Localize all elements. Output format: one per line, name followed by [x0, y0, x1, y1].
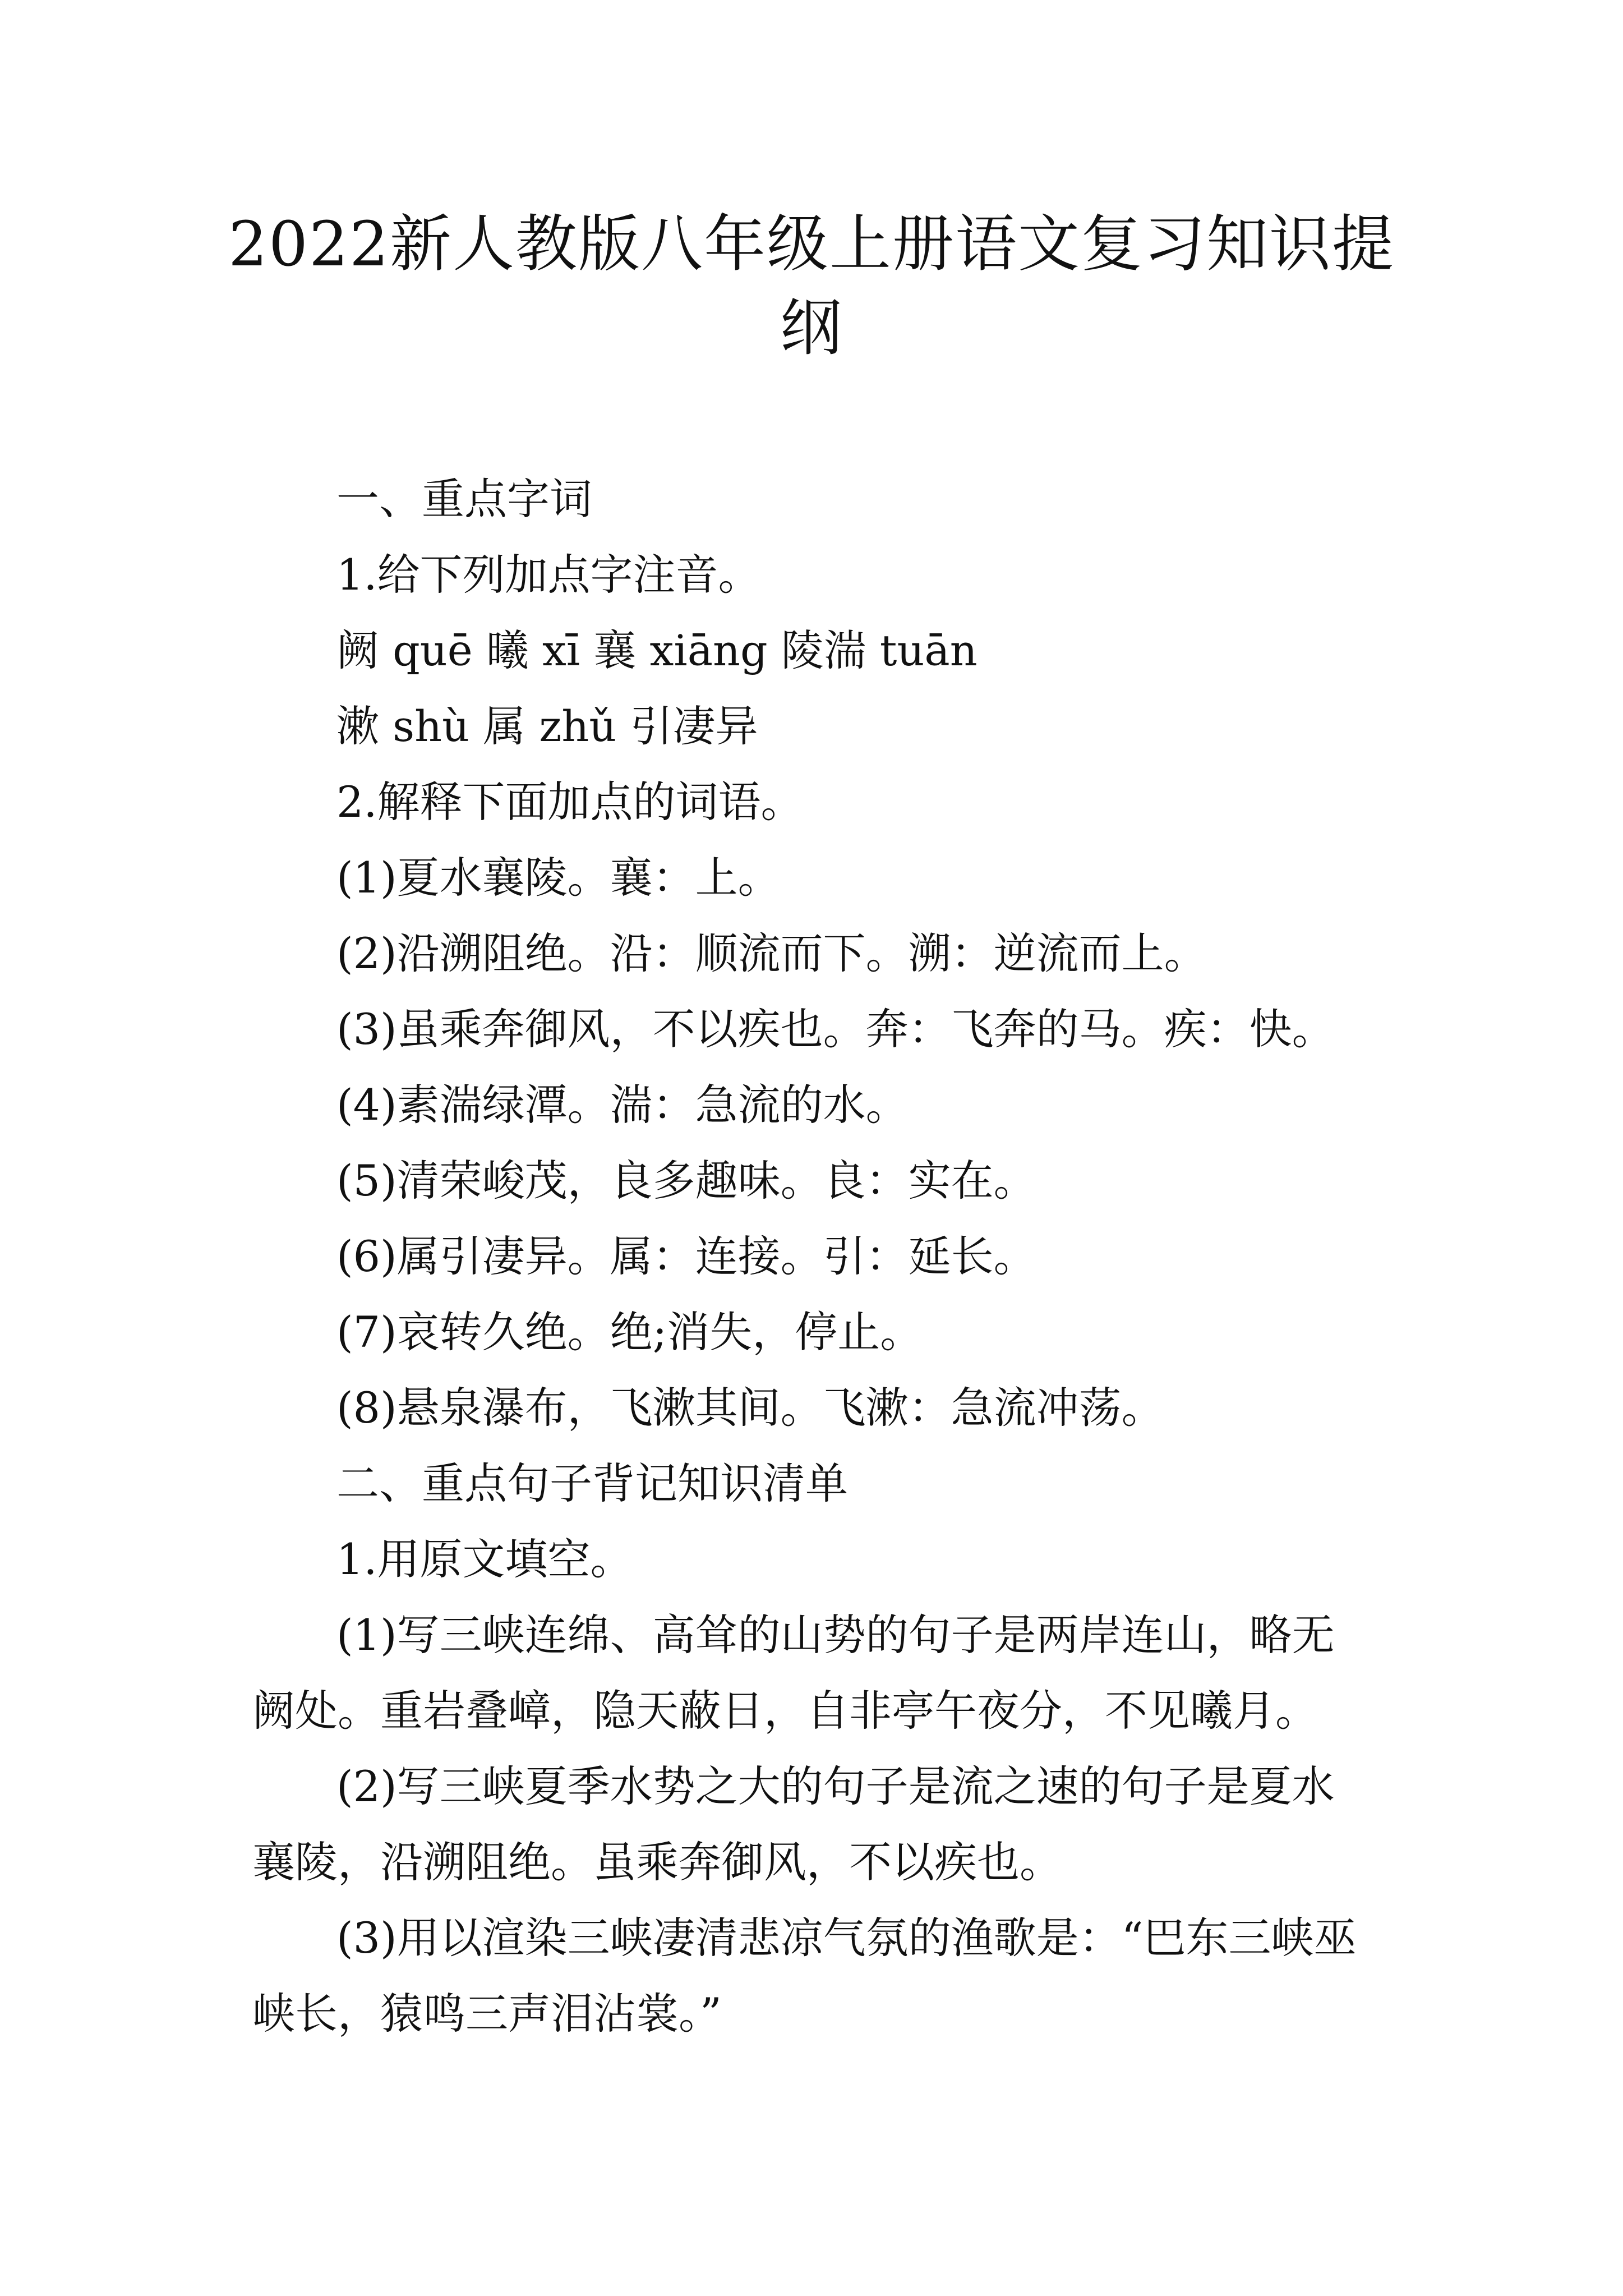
explain-item-4: (4)素湍绿潭。湍：急流的水。	[336, 1080, 909, 1130]
section-heading-key-words: 一、重点字词	[336, 474, 592, 524]
fill-item-3-line-1: (3)用以渲染三峡凄清悲凉气氛的渔歌是：“巴东三峡巫	[336, 1913, 1357, 1963]
explain-item-7: (7)哀转久绝。绝;消失，停止。	[336, 1307, 923, 1357]
explain-item-6: (6)属引凄异。属：连接。引：延长。	[336, 1231, 1036, 1281]
document-title-line-2: 纲	[780, 292, 843, 364]
question-explain: 2.解释下面加点的词语。	[336, 777, 804, 827]
explain-item-3: (3)虽乘奔御风，不以疾也。奔：飞奔的马。疾：快。	[336, 1004, 1335, 1054]
document-title-line-1: 2022新人教版八年级上册语文复习知识提	[228, 208, 1395, 280]
fill-item-3-line-2: 峡长，猿鸣三声泪沾裳。”	[252, 1989, 722, 2039]
fill-item-1-line-1: (1)写三峡连绵、高耸的山势的句子是两岸连山，略无	[336, 1610, 1335, 1660]
explain-item-1: (1)夏水襄陵。襄：上。	[336, 853, 781, 903]
pinyin-line-2: 漱 shù 属 zhǔ 引凄异	[336, 701, 758, 751]
question-pinyin: 1.给下列加点字注音。	[336, 550, 761, 600]
explain-item-8: (8)悬泉瀑布，飞漱其间。飞漱：急流冲荡。	[336, 1383, 1164, 1433]
question-fill-blank: 1.用原文填空。	[336, 1534, 633, 1584]
fill-item-1-line-2: 阙处。重岩叠嶂，隐天蔽日，自非亭午夜分，不见曦月。	[252, 1686, 1318, 1736]
fill-item-2-line-1: (2)写三峡夏季水势之大的句子是流之速的句子是夏水	[336, 1761, 1335, 1811]
fill-item-2-line-2: 襄陵，沿溯阻绝。虽乘奔御风，不以疾也。	[252, 1837, 1062, 1887]
section-heading-key-sentences: 二、重点句子背记知识清单	[336, 1458, 848, 1508]
explain-item-5: (5)清荣峻茂，良多趣味。良：实在。	[336, 1156, 1036, 1205]
pinyin-line-1: 阙 quē 曦 xī 襄 xiāng 陵湍 tuān	[336, 625, 978, 675]
explain-item-2: (2)沿溯阻绝。沿：顺流而下。溯：逆流而上。	[336, 928, 1207, 978]
